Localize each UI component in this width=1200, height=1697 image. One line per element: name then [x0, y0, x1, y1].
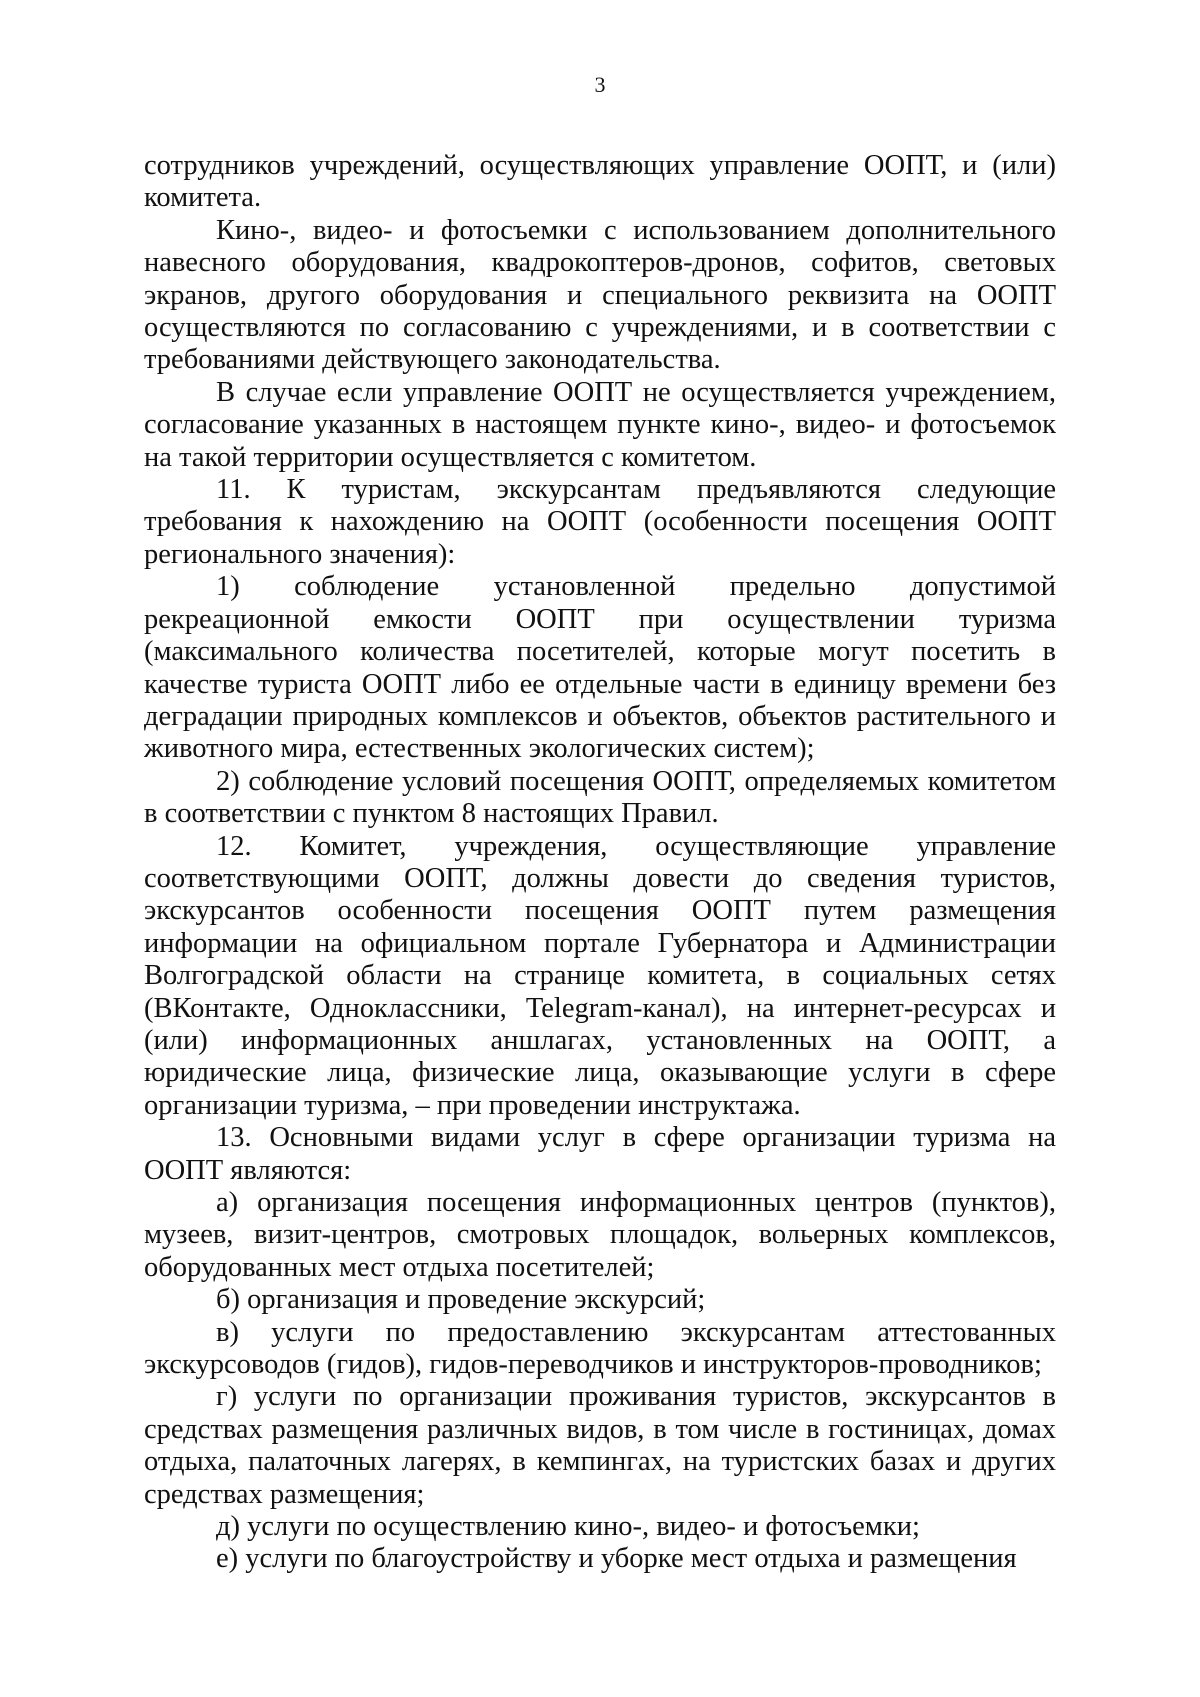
paragraph-item-13-b: б) организация и проведение экскурсий;	[216, 1284, 706, 1316]
paragraph-item-11: 11. К туристам, экскурсантам предъявляются следующие требования к нахождению на ООПТ (особенности посещения ООПТ регионального значения):	[144, 474, 1056, 570]
paragraph-item-13: 13. Основными видами услуг в сфере организации туризма на ООПТ являются:	[144, 1122, 1056, 1186]
paragraph-item-13-g: г) услуги по организации проживания туристов, экскурсантов в средствах размещения различных видов, в том числе в гостиницах, домах отдыха, палаточных лагерях, в кемпингах, на туристских базах и других средствах размещения;	[144, 1381, 1056, 1510]
paragraph-item-13-a: а) организация посещения информационных центров (пунктов), музеев, визит-центров, смотровых площадок, вольерных комплексов, оборудованных мест отдыха посетителей;	[144, 1187, 1056, 1283]
page-number: 3	[594, 72, 606, 97]
paragraph-item-13-e: е) услуги по благоустройству и уборке мест отдыха и размещения	[216, 1543, 1017, 1575]
paragraph-item-12: 12. Комитет, учреждения, осуществляющие управление соответствующими ООПТ, должны довести до сведения туристов, экскурсантов особенности посещения ООПТ путем размещения информации на официальном портале Губернатора и Администрации Волгоградской области на странице комитета, в социальных сетях (ВКонтакте, Одноклассники, Telegram-канал), на интернет-ресурсах и (или) информационных аншлагах, установленных на ООПТ, а юридические лица, физические лица, оказывающие услуги в сфере организации туризма, – при проведении инструктажа.	[144, 830, 1056, 1121]
paragraph-item-11-2: 2) соблюдение условий посещения ООПТ, определяемых комитетом в соответствии с пунктом 8 настоящих Правил.	[144, 765, 1056, 830]
paragraph-filming-equipment: Кино-, видео- и фотосъемки с использованием дополнительного навесного оборудования, квадрокоптеров-дронов, софитов, световых экранов, другого оборудования и специального реквизита на ООПТ осуществляются по согласованию с учреждениями, и в соответствии с требованиями действующего законодательства.	[144, 214, 1056, 376]
paragraph-item-11-1: 1) соблюдение установленной предельно допустимой рекреационной емкости ООПТ при осуществлении туризма (максимального количества посетителей, которые могут посетить в качестве туриста ООПТ либо ее отдельные части в единицу времени без деградации природных комплексов и объектов, объектов растительного и животного мира, естественных экологических систем);	[144, 571, 1056, 765]
paragraph-item-13-v: в) услуги по предоставлению экскурсантам аттестованных экскурсоводов (гидов), гидов-переводчиков и инструкторов-проводников;	[144, 1316, 1056, 1381]
document-body	[144, 150, 1056, 1576]
paragraph-item-13-d: д) услуги по осуществлению кино-, видео- и фотосъемки;	[216, 1511, 920, 1543]
paragraph-continuation: сотрудников учреждений, осуществляющих управление ООПТ, и (или) комитета.	[144, 150, 1056, 214]
paragraph-filming-committee: В случае если управление ООПТ не осуществляется учреждением, согласование указанных в настоящем пункте кино-, видео- и фотосъемок на такой территории осуществляется с комитетом.	[144, 376, 1056, 473]
